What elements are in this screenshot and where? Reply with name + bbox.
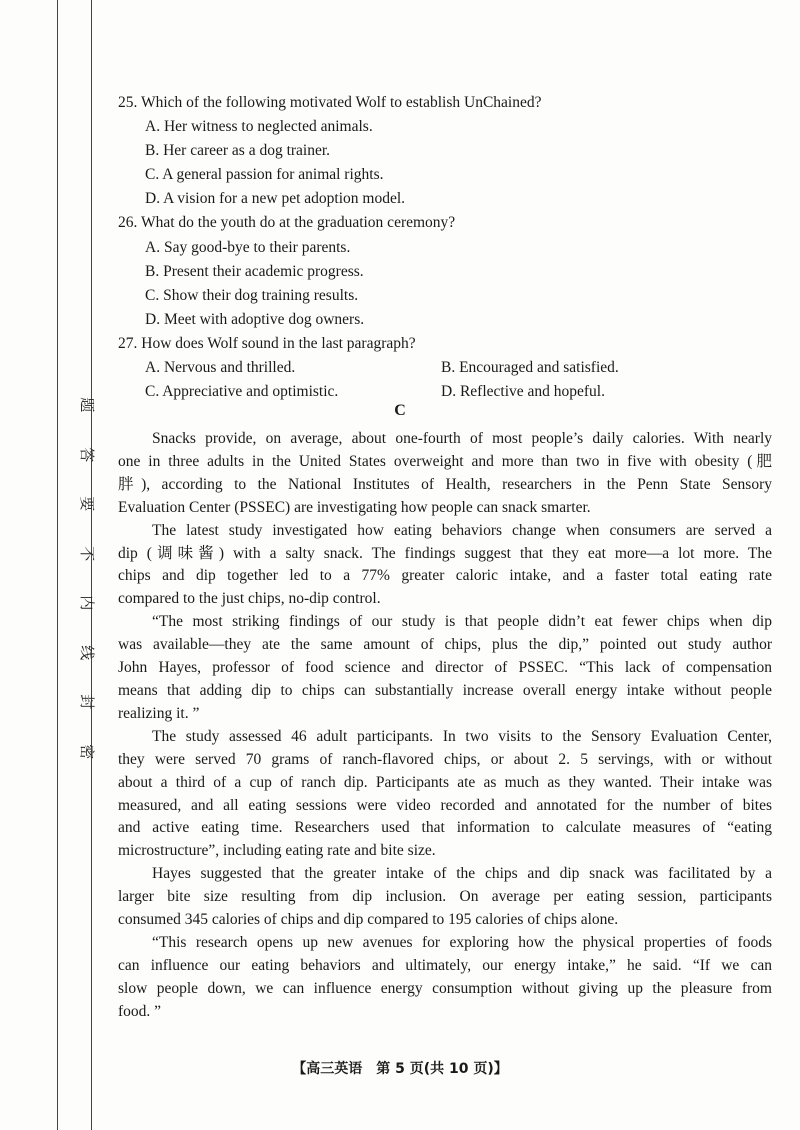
answer-option: B. Her career as a dog trainer. <box>145 142 331 160</box>
answer-option: A. Say good-bye to their parents. <box>145 238 351 256</box>
seal-char: 要 <box>77 496 94 512</box>
seal-char: 内 <box>77 595 94 611</box>
paragraph <box>118 932 772 1024</box>
paragraph <box>118 726 772 863</box>
seal-line-notice <box>58 380 94 776</box>
text-line: 胖), according to the National Institutes of Health, researchers in the Penn State Sensory <box>118 475 772 493</box>
paragraph <box>118 611 772 726</box>
text-line: they were served 70 grams of ranch-flavored chips, or about 2. 5 servings, with or without <box>118 750 772 768</box>
text-line: about a third of a cup of ranch dip. Participants ate as much as they wanted. Their intake was <box>118 773 772 791</box>
text-line: larger bite size resulting from dip inclusion. On average per eating session, participants <box>118 888 772 906</box>
paragraph <box>118 520 772 612</box>
text-line: microstructure”, including eating rate and bite size. <box>118 842 436 860</box>
text-line: “The most striking findings of our study is that people didn’t eat fewer chips when dip <box>152 613 772 631</box>
answer-option: D. Reflective and hopeful. <box>441 383 605 401</box>
text-line: one in three adults in the United States overweight and more than two in five with obesity (肥 <box>118 452 772 470</box>
text-line: can influence our eating behaviors and ultimately, our energy intake,” he said. “If we can <box>118 956 772 974</box>
text-line: chips and dip together led to a 77% greater caloric intake, and a faster total eating rate <box>118 567 772 585</box>
reading-passage <box>118 428 772 1024</box>
text-line: means that adding dip to chips can substantially increase overall energy intake without people <box>118 681 772 699</box>
answer-option: A. Her witness to neglected animals. <box>145 118 373 136</box>
text-line: Evaluation Center (PSSEC) are investigating how people can snack smarter. <box>118 498 591 516</box>
text-line: dip (调味酱) with a salty snack. The findings suggest that they eat more—a lot more. The <box>118 544 772 562</box>
text-line: was available—they ate the same amount of chips, plus the dip,” pointed out study author <box>118 636 772 654</box>
option-row <box>118 356 778 380</box>
question-stem: 26. What do the youth do at the graduation ceremony? <box>118 214 456 232</box>
text-line: measured, and all eating sessions were video recorded and annotated for the number of bites <box>118 796 772 814</box>
text-line: Hayes suggested that the greater intake of the chips and dip snack was facilitated by a <box>152 865 772 883</box>
text-line: food. ” <box>118 1002 162 1020</box>
text-line: consumed 345 calories of chips and dip compared to 195 calories of chips alone. <box>118 911 619 929</box>
paragraph <box>118 428 772 520</box>
text-line: “This research opens up new avenues for exploring how the physical properties of foods <box>152 933 772 951</box>
seal-char: 题 <box>77 397 94 413</box>
seal-char: 不 <box>77 545 94 561</box>
answer-option: B. Encouraged and satisfied. <box>441 359 619 377</box>
text-line: slow people down, we can influence energy consumption without giving up the pleasure from <box>118 979 772 997</box>
section-heading: C <box>394 402 406 419</box>
answer-option: C. A general passion for animal rights. <box>145 166 384 184</box>
answer-option: B. Present their academic progress. <box>145 262 364 280</box>
question-stem: 27. How does Wolf sound in the last paragraph? <box>118 334 416 352</box>
text-line: and active eating time. Researchers used that information to calculate measures of “eating <box>118 819 772 837</box>
seal-char: 密 <box>77 743 94 759</box>
page-footer: 【高三英语 第 5 页(共 10 页)】 <box>292 1061 508 1077</box>
question-stem: 25. Which of the following motivated Wolf to establish UnChained? <box>118 94 542 111</box>
answer-option: C. Show their dog training results. <box>145 286 359 304</box>
paragraph <box>118 863 772 932</box>
answer-option: C. Appreciative and optimistic. <box>145 383 339 401</box>
answer-option: D. Meet with adoptive dog owners. <box>145 310 365 328</box>
answer-option: D. A vision for a new pet adoption model. <box>145 190 406 208</box>
seal-char: 封 <box>77 694 94 710</box>
option-row <box>118 380 778 404</box>
text-line: The study assessed 46 adult participants. In two visits to the Sensory Evaluation Center, <box>152 727 772 745</box>
text-line: John Hayes, professor of food science and director of PSSEC. “This lack of compensation <box>118 659 772 677</box>
text-line: compared to the just chips, no-dip control. <box>118 590 381 608</box>
text-line: realizing it. ” <box>118 704 200 722</box>
seal-char: 答 <box>77 446 94 462</box>
text-line: The latest study investigated how eating behaviors change when consumers are served a <box>152 521 772 539</box>
text-line: Snacks provide, on average, about one-fourth of most people’s daily calories. With nearly <box>152 430 772 447</box>
seal-char: 线 <box>77 644 94 660</box>
answer-option: A. Nervous and thrilled. <box>145 359 296 377</box>
question-list <box>118 91 778 404</box>
